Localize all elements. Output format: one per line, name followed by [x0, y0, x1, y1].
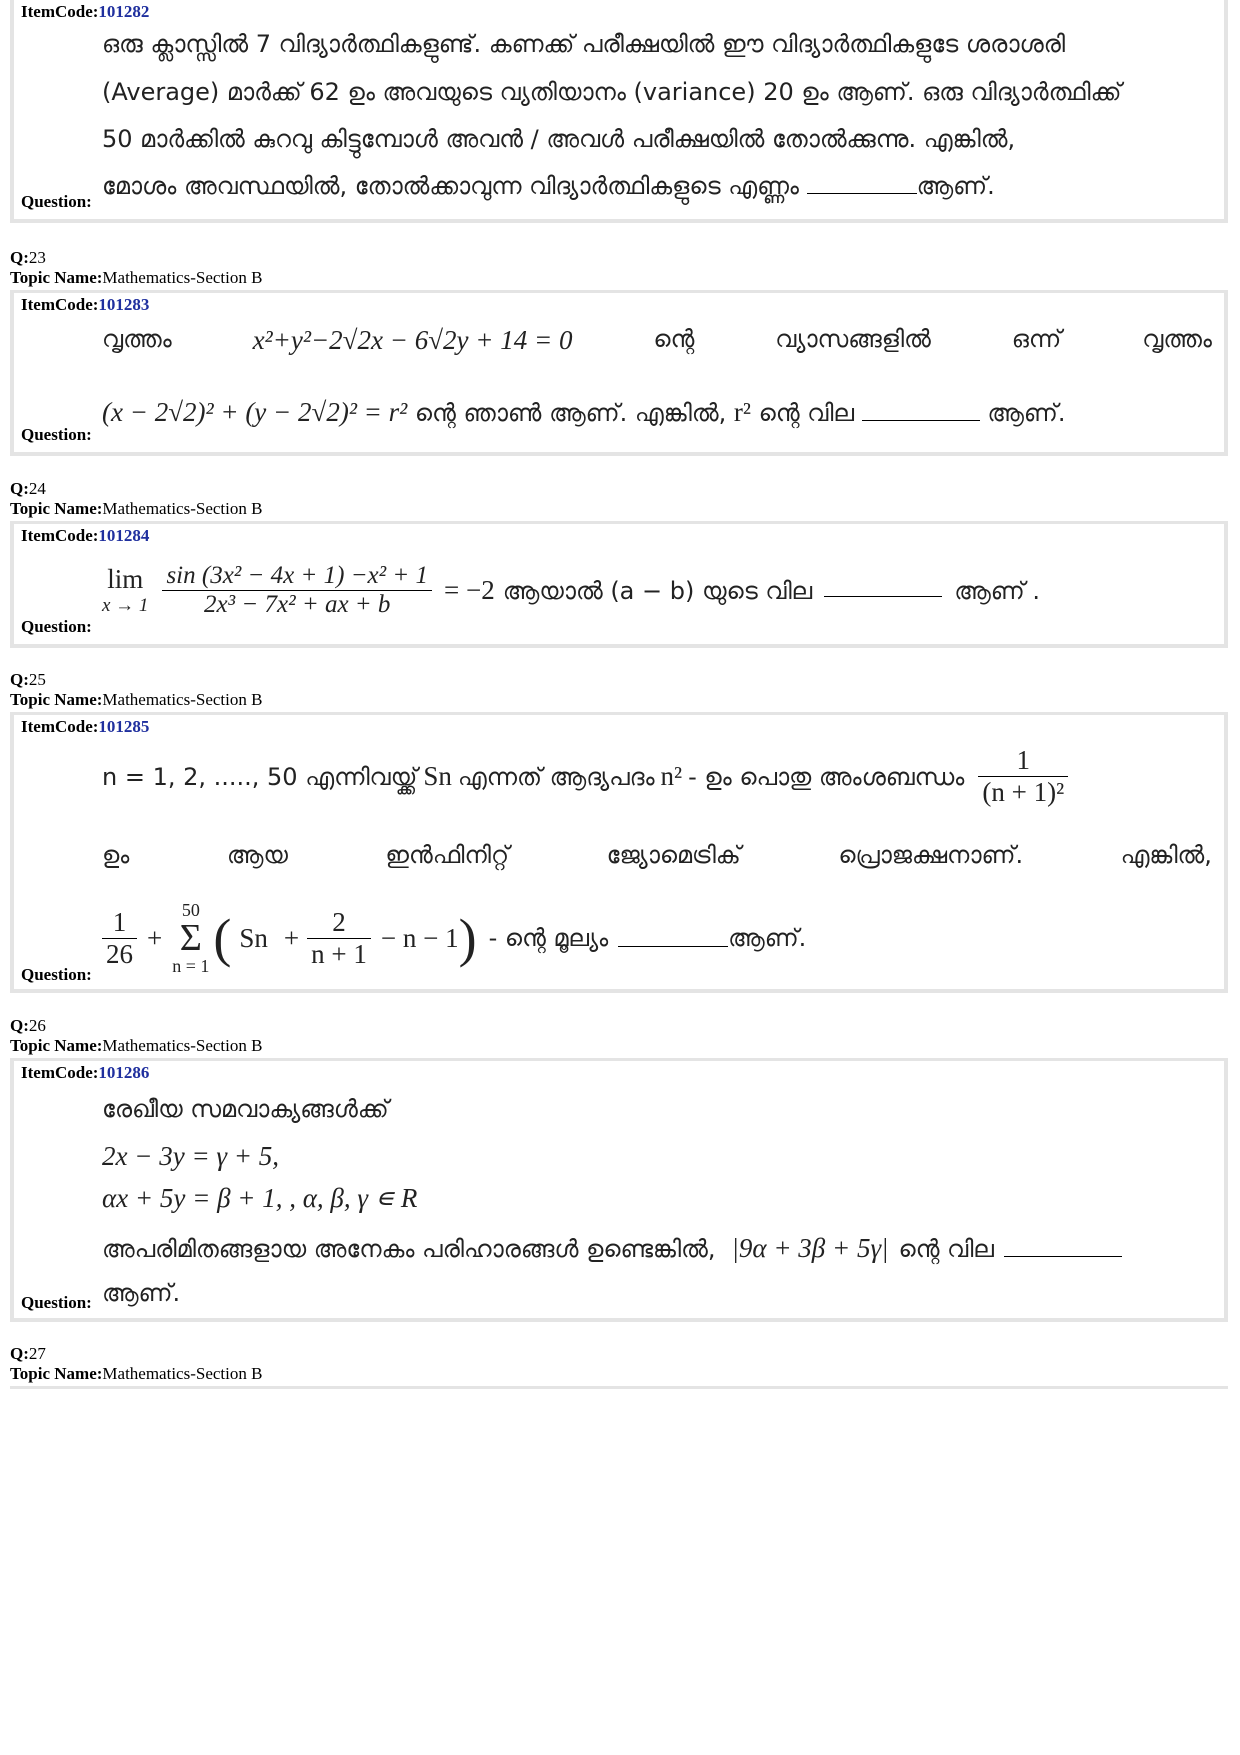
q-number: 26 [28, 1016, 46, 1035]
paren-open: ( [213, 908, 232, 968]
question-text-line [102, 172, 1212, 200]
math-inline: − n − 1 [380, 922, 459, 953]
question-text: ആയാൽ (a − b) യുടെ വില [502, 576, 813, 605]
topic-label: Topic Name: [10, 690, 103, 709]
question-label: Question: [21, 1293, 92, 1312]
topic-name [10, 690, 262, 710]
question-text-end: ആണ്. [728, 924, 807, 952]
fraction-1-26 [102, 907, 137, 970]
question-text: ന്റെ ഞാൺ ആണ്. എങ്കിൽ, [414, 399, 727, 427]
fraction-denominator: 26 [102, 938, 137, 970]
sum-upper-limit: 50 [181, 900, 200, 920]
question-label: Question: [21, 425, 92, 444]
question-label: Question: [21, 965, 92, 984]
question-label: Question: [21, 192, 92, 211]
math-operator: + [147, 922, 163, 953]
card-top-border [10, 1386, 1228, 1389]
topic-value: Mathematics-Section B [102, 499, 263, 518]
math-inline: n² [660, 761, 683, 791]
question-word: പ്രൊജക്ഷനാണ്. [838, 841, 1024, 869]
q-number: 25 [28, 670, 46, 689]
fraction-2-n1 [307, 907, 371, 970]
question-word: ന്റെ [653, 325, 695, 353]
topic-label: Topic Name: [10, 268, 103, 287]
question-text-line [102, 745, 1212, 808]
q-number: 27 [28, 1344, 46, 1363]
equation-line: 2x − 3y = γ + 5, [102, 1141, 280, 1171]
answer-blank [807, 191, 917, 194]
question-card-101284 [10, 521, 1228, 648]
fraction-numerator: 2 [332, 906, 346, 937]
question-card-101283 [10, 290, 1228, 456]
lim-text: lim [107, 564, 144, 594]
sigma-symbol: Σ [179, 917, 202, 959]
q-label: Q: [10, 248, 29, 267]
question-word: എങ്കിൽ, [1120, 841, 1212, 869]
topic-name [10, 1036, 262, 1056]
topic-label: Topic Name: [10, 1364, 103, 1383]
question-number [10, 670, 46, 690]
summation [172, 901, 209, 975]
math-inline: Sn [423, 761, 452, 791]
question-label: Question: [21, 617, 92, 636]
math-inline: |9α + 3β + 5γ| [731, 1233, 889, 1263]
question-text-line [102, 562, 1212, 619]
topic-value: Mathematics-Section B [102, 690, 263, 709]
itemcode-row [21, 295, 149, 315]
itemcode-row [21, 1063, 149, 1083]
question-text: ന്റെ വില [898, 1235, 994, 1263]
math-inline: Sn [239, 922, 268, 953]
itemcode-label: ItemCode: [21, 1063, 99, 1082]
fraction-denominator: n + 1 [307, 938, 371, 970]
itemcode-value: 101284 [98, 526, 150, 545]
sum-lower-limit: n = 1 [172, 956, 210, 976]
question-text-line: ആണ്. [102, 1279, 181, 1307]
q-number: 23 [28, 248, 46, 267]
itemcode-value: 101285 [98, 717, 150, 736]
question-word: ഒന്ന് [1011, 325, 1062, 353]
question-word: ഇൻഫിനിറ്റ് [385, 841, 510, 869]
itemcode-row [21, 717, 149, 737]
question-card-101282 [10, 0, 1228, 223]
q-number: 24 [28, 479, 46, 498]
itemcode-row [21, 526, 149, 546]
question-text-line [102, 841, 1212, 869]
itemcode-label: ItemCode: [21, 2, 99, 21]
question-text-end: ആണ് . [954, 576, 1040, 605]
question-word: ഉം [102, 841, 130, 869]
topic-name [10, 1364, 262, 1384]
question-text-line: ഒരു ക്ലാസ്സിൽ 7 വിദ്യാർത്ഥികളുണ്ട്. കണക്ക് പരീക്ഷയിൽ ഈ വിദ്യാർത്ഥികളുടേ ശരാശരി [102, 30, 1066, 58]
answer-blank [824, 594, 942, 597]
fraction-denominator: 2x³ − 7x² + ax + b [162, 590, 432, 619]
question-text-line: (Average) മാർക്ക് 62 ഉം അവയുടെ വ്യതിയാനം (variance) 20 ഉം ആണ്. ഒരു വിദ്യാർത്ഥിക്ക് [102, 78, 1122, 106]
question-text: n = 1, 2, ....., 50 എന്നിവയ്ക്ക് [102, 762, 418, 791]
q-label: Q: [10, 1016, 29, 1035]
question-word: വൃത്തം [1142, 325, 1212, 353]
itemcode-value: 101286 [98, 1063, 150, 1082]
question-text: അപരിമിതങ്ങളായ അനേകം പരിഹാരങ്ങൾ ഉണ്ടെങ്കിൽ, [102, 1235, 716, 1263]
question-text-line: 50 മാർക്കിൽ കുറവു കിട്ടുമ്പോൾ അവൻ / അവൾ പരീക്ഷയിൽ തോൽക്കുന്നു. എങ്കിൽ, [102, 125, 1016, 153]
topic-value: Mathematics-Section B [102, 1036, 263, 1055]
itemcode-label: ItemCode: [21, 526, 99, 545]
question-text-end: ആണ്. [916, 172, 995, 200]
question-text: - ഉം പൊതു അംശബന്ധം [688, 762, 965, 791]
topic-label: Topic Name: [10, 1036, 103, 1055]
question-word: വൃത്തം [102, 325, 172, 353]
question-text: ന്റെ വില [758, 399, 855, 427]
question-word: വ്യാസങ്ങളിൽ [775, 325, 931, 353]
fraction-numerator: 1 [1016, 745, 1031, 775]
question-text-line [102, 901, 1212, 975]
topic-name [10, 268, 262, 288]
question-number [10, 248, 46, 268]
q-label: Q: [10, 670, 29, 689]
topic-value: Mathematics-Section B [102, 268, 263, 287]
limit-fraction [162, 562, 432, 619]
math-operator: + [283, 922, 300, 953]
question-number [10, 1016, 46, 1036]
fraction-numerator: sin (3x² − 4x + 1) −x² + 1 [166, 562, 429, 589]
itemcode-row [21, 2, 149, 22]
math-inline: = −2 [444, 575, 495, 605]
math-inline: r² [733, 397, 751, 427]
math-equation: x²+y²−2√2x − 6√2y + 14 = 0 [252, 325, 573, 355]
topic-label: Topic Name: [10, 499, 103, 518]
question-word: ആയ [226, 841, 288, 869]
question-text-end: ആണ്. [987, 399, 1066, 427]
answer-blank [618, 944, 728, 947]
question-card-101286 [10, 1058, 1228, 1322]
topic-value: Mathematics-Section B [102, 1364, 263, 1383]
question-number [10, 1344, 46, 1364]
paren-close: ) [458, 908, 477, 968]
question-text: മോശം അവസ്ഥയിൽ, തോൽക്കാവുന്ന വിദ്യാർത്ഥികളുടെ എണ്ണം [102, 172, 799, 200]
question-text: എന്നത് ആദ്യപദം [457, 762, 655, 791]
ratio-fraction [978, 745, 1068, 808]
question-text-line: രേഖീയ സമവാക്യങ്ങൾക്ക് [102, 1095, 389, 1123]
itemcode-label: ItemCode: [21, 717, 99, 736]
answer-blank [1004, 1254, 1122, 1257]
itemcode-value: 101283 [98, 295, 150, 314]
q-label: Q: [10, 1344, 29, 1363]
question-number [10, 479, 46, 499]
question-text-line [102, 325, 1212, 356]
answer-blank [862, 418, 980, 421]
question-text: - ന്റെ മൂല്യം [488, 924, 609, 952]
equation-line: αx + 5y = β + 1, , α, β, γ ∊ R [102, 1183, 418, 1213]
lim-subscript: x → 1 [102, 595, 149, 616]
question-text-line [102, 397, 1212, 428]
itemcode-label: ItemCode: [21, 295, 99, 314]
limit-operator [102, 564, 148, 617]
fraction-numerator: 1 [112, 906, 127, 937]
itemcode-value: 101282 [98, 2, 150, 21]
math-equation: (x − 2√2)² + (y − 2√2)² = r² [102, 397, 408, 427]
question-text-line [102, 1233, 1212, 1264]
fraction-denominator: (n + 1)² [978, 776, 1068, 808]
question-card-101285 [10, 712, 1228, 993]
question-word: ജ്യോമെട്രിക് [606, 841, 741, 869]
q-label: Q: [10, 479, 29, 498]
topic-name [10, 499, 262, 519]
